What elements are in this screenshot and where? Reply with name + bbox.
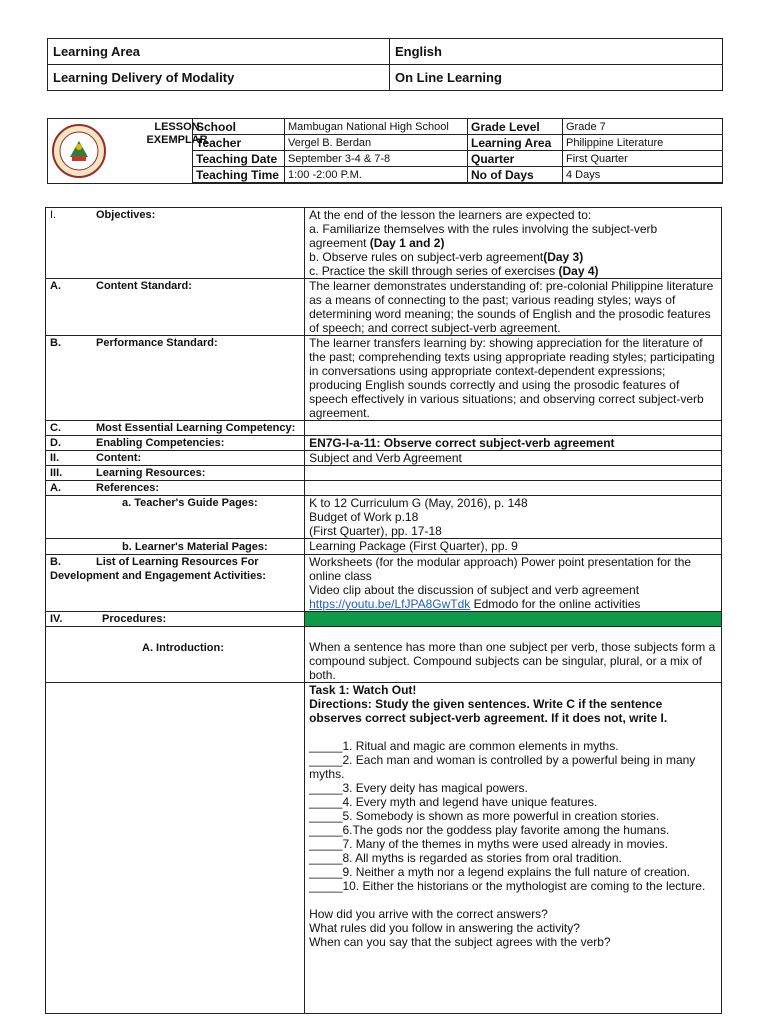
performance-standard-text: The learner transfers learning by: showing appreciation for the literature of the past; comprehending texts using appropriate reading styles; participating in conversations using appropriate context-dependent expressions; producing English sounds correctly and using the prosodic features of speech effectively in various situations; and observing correct subject-verb agreement. bbox=[305, 336, 722, 421]
task-item: _____2. Each man and woman is controlled by a powerful being in many myths. bbox=[309, 753, 696, 781]
task-question-3: When can you say that the subject agrees with the verb? bbox=[309, 935, 611, 949]
time-label: Teaching Time bbox=[193, 167, 285, 183]
days-value: 4 Days bbox=[563, 167, 723, 183]
melc-value bbox=[305, 421, 722, 436]
task-question-2: What rules did you follow in answering the activity? bbox=[309, 921, 580, 935]
objectives-num: I. bbox=[50, 209, 57, 221]
resources-row bbox=[46, 466, 722, 481]
school-value: Mambugan National High School bbox=[285, 119, 468, 135]
teacher-guide-row bbox=[46, 496, 722, 539]
task-item: _____3. Every deity has magical powers. bbox=[309, 781, 528, 795]
objective-c-day: (Day 4) bbox=[558, 264, 599, 278]
school-seal-icon bbox=[52, 123, 106, 179]
days-label: No of Days bbox=[468, 167, 563, 183]
task-item: _____7. Many of the themes in myths were used already in movies. bbox=[309, 837, 668, 851]
date-value: September 3-4 & 7-8 bbox=[285, 151, 468, 167]
time-value: 1:00 -2:00 P.M. bbox=[285, 167, 468, 183]
enabling-num: D. bbox=[50, 437, 61, 449]
area-label: Learning Area bbox=[468, 135, 563, 151]
content-label: Content: bbox=[96, 452, 142, 464]
procedures-row bbox=[46, 612, 722, 627]
melc-label: Most Essential Learning Competency: bbox=[96, 422, 296, 434]
enabling-row bbox=[46, 436, 722, 451]
task-item: _____6.The gods nor the goddess play favorite among the humans. bbox=[309, 823, 670, 837]
other-resources-num: B. bbox=[50, 556, 61, 568]
task-title: Task 1: Watch Out! bbox=[309, 683, 417, 697]
teacher-label: Teacher bbox=[193, 135, 285, 151]
resources-label: Learning Resources: bbox=[96, 467, 206, 479]
references-row bbox=[46, 481, 722, 496]
introduction-label: A. Introduction: bbox=[46, 627, 305, 683]
content-value: Subject and Verb Agreement bbox=[305, 451, 722, 466]
teacher-guide-line1: K to 12 Curriculum G (May, 2016), p. 148 bbox=[309, 496, 528, 510]
teacher-guide-line2: Budget of Work p.18 bbox=[309, 510, 419, 524]
header-table bbox=[47, 38, 723, 91]
performance-standard-label: Performance Standard: bbox=[96, 337, 218, 349]
content-standard-label: Content Standard: bbox=[96, 280, 192, 292]
enabling-label: Enabling Competencies: bbox=[96, 437, 225, 449]
references-label: References: bbox=[96, 482, 159, 494]
lesson-exemplar-title: LESSON EXEMPLAR bbox=[146, 121, 208, 146]
learner-material-value: Learning Package (First Quarter), pp. 9 bbox=[305, 539, 722, 555]
teacher-value: Vergel B. Berdan bbox=[285, 135, 468, 151]
task-item: _____9. Neither a myth nor a legend explains the full nature of creation. bbox=[309, 865, 690, 879]
other-resources-line1: Worksheets (for the modular approach) Power point presentation for the online class bbox=[309, 555, 692, 583]
task-item: _____1. Ritual and magic are common elements in myths. bbox=[309, 739, 619, 753]
procedures-green-bar bbox=[305, 612, 722, 627]
task-item: _____10. Either the historians or the mythologist are coming to the lecture. bbox=[309, 879, 706, 893]
task-question-1: How did you arrive with the correct answers? bbox=[309, 907, 548, 921]
objective-b-day: (Day 3) bbox=[543, 250, 584, 264]
other-resources-row bbox=[46, 555, 722, 612]
grade-value: Grade 7 bbox=[563, 119, 723, 135]
content-standard-text: The learner demonstrates understanding of: pre-colonial Philippine literature as a means of connecting to the past; various reading styles; ways of determining word meaning; the sounds of English and the prosodic features of speech; and correct subject-verb agreement. bbox=[305, 279, 722, 336]
performance-standard-num: B. bbox=[50, 337, 61, 349]
objective-b: b. Observe rules on subject-verb agreement bbox=[309, 250, 544, 264]
melc-row bbox=[46, 421, 722, 436]
other-resources-line2: Video clip about the discussion of subject and verb agreement bbox=[309, 583, 640, 597]
teacher-guide-label: a. Teacher's Guide Pages: bbox=[46, 496, 305, 539]
video-link[interactable]: https://youtu.be/LfJPA8GwTdk bbox=[309, 597, 471, 611]
objective-a-day: (Day 1 and 2) bbox=[369, 236, 445, 250]
objectives-row bbox=[46, 208, 722, 279]
learning-area-value: English bbox=[390, 39, 723, 65]
learner-material-row bbox=[46, 539, 722, 555]
procedures-num: IV. bbox=[50, 613, 63, 625]
exemplar-info-table bbox=[192, 118, 723, 183]
quarter-label: Quarter bbox=[468, 151, 563, 167]
delivery-value: On Line Learning bbox=[390, 65, 723, 91]
objectives-content bbox=[305, 208, 722, 279]
objectives-label: Objectives: bbox=[96, 209, 156, 221]
content-standard-row bbox=[46, 279, 722, 336]
resources-num: III. bbox=[50, 467, 63, 479]
task-row bbox=[46, 683, 722, 1014]
other-resources-label: List of Learning Resources For Development and Engagement Activities: bbox=[50, 556, 266, 582]
objective-a: a. Familiarize themselves with the rules involving the subject-verb agreement bbox=[309, 222, 658, 250]
references-num: A. bbox=[50, 482, 61, 494]
introduction-text: When a sentence has more than one subject per verb, those subjects form a compound subject. Compound subjects can be singular, plural, or a mix of both. bbox=[305, 627, 722, 683]
introduction-row bbox=[46, 627, 722, 683]
delivery-label: Learning Delivery of Modality bbox=[48, 65, 390, 91]
task-item: _____5. Somebody is shown as more powerful in creation stories. bbox=[309, 809, 660, 823]
procedures-label: Procedures: bbox=[102, 613, 167, 625]
melc-num: C. bbox=[50, 422, 61, 434]
content-standard-num: A. bbox=[50, 280, 61, 292]
objective-c: c. Practice the skill through series of exercises bbox=[309, 264, 559, 278]
learning-area-label: Learning Area bbox=[48, 39, 390, 65]
teacher-guide-line3: (First Quarter), pp. 17-18 bbox=[309, 524, 442, 538]
other-resources-after-link: Edmodo for the online activities bbox=[470, 597, 641, 611]
area-value: Philippine Literature bbox=[563, 135, 723, 151]
content-num: II. bbox=[50, 452, 60, 464]
date-label: Teaching Date bbox=[193, 151, 285, 167]
task-item: _____4. Every myth and legend have unique features. bbox=[309, 795, 598, 809]
lesson-plan-table bbox=[45, 207, 722, 1014]
objectives-intro: At the end of the lesson the learners are expected to: bbox=[309, 208, 592, 222]
task-content bbox=[305, 683, 722, 1014]
enabling-value: EN7G-I-a-11: Observe correct subject-verb agreement bbox=[305, 436, 722, 451]
grade-label: Grade Level bbox=[468, 119, 563, 135]
performance-standard-row bbox=[46, 336, 722, 421]
quarter-value: First Quarter bbox=[563, 151, 723, 167]
learner-material-label: b. Learner's Material Pages: bbox=[46, 539, 305, 555]
task-item: _____8. All myths is regarded as stories from oral tradition. bbox=[309, 851, 622, 865]
task-directions: Directions: Study the given sentences. Write C if the sentence observes correct subject-verb agreement. If it does not, write I. bbox=[309, 697, 668, 725]
school-label: School bbox=[193, 119, 285, 135]
content-row bbox=[46, 451, 722, 466]
